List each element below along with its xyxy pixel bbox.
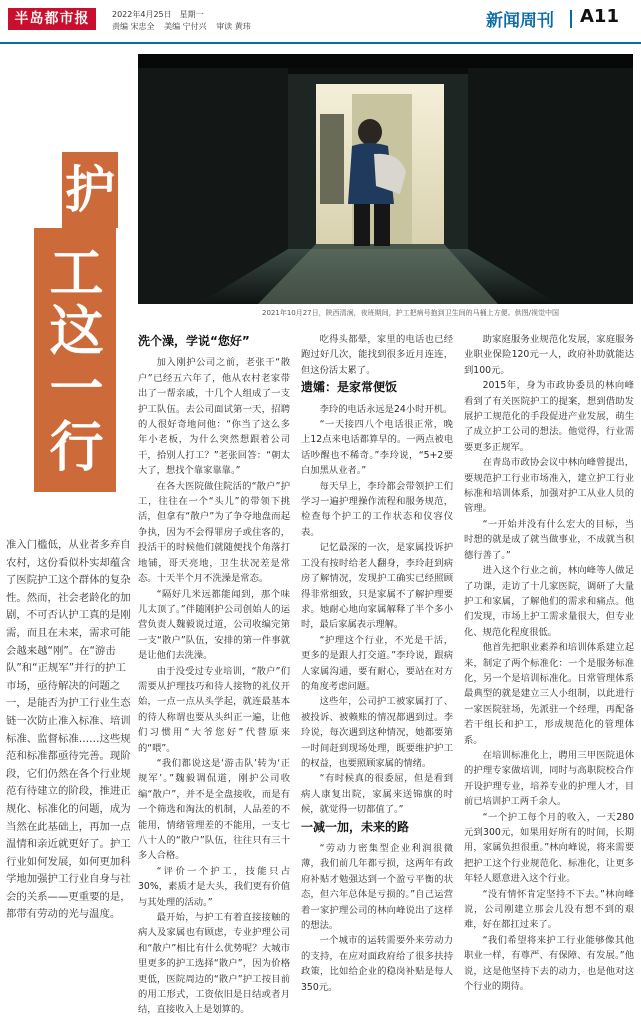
subheading-bath: 洗个澡，学说“您好” [138,334,250,348]
article-column-2 [301,332,453,995]
paragraph: “一个护工每个月的收入，一天280元到300元，如果用好所有的时间，长期用，家属负担很重。”林向峰说，将来需要把护工这个行业规范化、标准化，让更多年轻人愿意进入这个行业。 [464,811,634,885]
paragraph: 一个城市的运转需要外来劳动力的支持，在应对面政府给了很多扶持政策，比如给企业的稳岗补贴是每人350元。 [301,935,453,993]
page-separator [570,10,572,28]
page-number: A11 [580,6,619,27]
paragraph: 由于没受过专业培训，“散户”们需要从护理技巧和待人接物的礼仪开始，一点一点从头学起，就连最基本的待人称谓也要从头纠正一遍，让他们习惯用“大爷您好”代替原来的“喂”。 [138,665,290,754]
feature-title [34,228,116,492]
paragraph: 在青岛市政协会议中林向峰曾提出，要规范护工行业市场准入，建立护工行业标准和培训体系，加强对护工从业人员的管理。 [464,457,634,515]
paragraph: 吃得头都晕，家里的电话也已经跑过好几次，能找到很多近月连连，但这份活太累了。 [301,334,453,376]
paragraph: 这些年，公司护工被家属打了、被投诉、被赖账的情况都遇到过。李玲说，每次遇到这种情况，她都要第一时间赶到现场处理，既要维护护工的权益，也要照顾家属的情绪。 [301,696,453,769]
paragraph: 每天早上，李玲都会带领护工们学习一遍护理操作流程和服务规范，检查每个护工的工作状态和仪容仪表。 [301,480,453,538]
paragraph: “护理这个行业，不光是干活，更多的是跟人打交道。”李玲说，跟病人家属沟通，要有耐心，要站在对方的角度考虑问题。 [301,634,453,692]
subheading-complaints: 遗孀：是家常便饭 [301,380,398,395]
paragraph: 最开始，与护工有着直接接触的病人及家属也有顾虑，专业护理公司和“散户”相比有什么优势呢？大城市里更多的护工选择“散户”，因为价格更低，医院周边的“散户”护工按目前的用工形式，工资依旧是日结或者月结，直接收入上是划算的。 [138,912,290,1016]
paragraph: “没有情怀肯定坚持不下去。”林向峰说，公司刚建立那会儿没有想不到的艰难，好在都扛过来了。 [464,888,634,931]
photo-caption: 2021年10月27日，陕西清涧，夜班期间，护工把病号抱到卫生间的马桶上方便。供图/视觉中国 [262,309,559,317]
newspaper-logo: 半岛都市报 [8,8,96,30]
reviewer-credit: 审读 黄玮 [216,22,251,31]
paragraph: 李玲的电话永远是24小时开机。 [319,403,453,415]
title-rest: 工这一行 [41,244,104,476]
page-header [0,0,641,48]
header-rule [0,42,641,44]
section-title: 新闻周刊 [486,11,554,31]
designer-credit: 美编 宁付兴 [164,22,207,31]
article-column-3 [464,332,634,994]
lead-paragraph: 准入门槛低，从业者多弃自农村，这份看似朴实却蕴含了医院护工这个群体的复杂性。然而，社会老龄化的加剧，不可否认护工真的是刚需，而且在未来，需求可能会越来越“刚”。在“游击队”和“正规军”并行的护工市场，亟待解决的问题之一，是能否为护工行业生态链一次防止准入标准、培训标准、监督标准……这些规范和标准都亟待完善。现阶段，它们仍然在各个行业规范有待建立的阶段，推进正规化、标准化的问题，成为当然在此基础上，再加一点温情和亲近就更好了。护工行业如何发展，如何更加科学地加强护工行业自身与社会的关系——更重要的是，都带有劳动的光与温度。 [6,539,131,921]
paragraph: 记忆最深的一次，是家属投诉护工没有按时给老人翻身，李玲赶到病房了解情况，发现护工确实已经照顾得非常细致，只是家属不了解护理要求。她耐心地向家属解释了半个多小时，最后家属表示理解。 [301,542,453,631]
paragraph: “劳动力密集型企业利润很微薄，我们前几年都亏损，这两年有政府补贴才勉强达到一个盈亏平衡的状态，但六年总体是亏损的。”自己运营着一家护理公司的林向峰说出了这样的想法。 [301,843,453,932]
staff-credits [112,21,258,32]
paragraph: “一天接四八个电话很正常，晚上12点来电话都算早的。一两点被电话吵醒也不稀奇。”李玲说，“5+2要白加黑从业者。” [301,419,453,477]
paragraph: 加入刚护公司之前，老张干“散户”已经五六年了，他从农村老家带出了一帮亲戚，十几个人组成了一支护工队伍。去公司面试第一天，招聘的人很好奇地问他：“你当了这么多年小老板，为什么突然想跟着公司干，拾别人打工？”老张回答：“朝太大了，想找个靠家靠靠。” [138,357,290,477]
article-column-1 [138,332,290,1016]
paragraph: “我们都说这是‘游击队’转为‘正规军’。”魏毅调侃道，刚护公司收编“散户”，并不是全盘接收，而是有一个筛选和淘汰的机制，人品差的不能用，情绪管理差的不能用，一支七八十人的“散户”队伍，往往只有三十多人合格。 [138,757,290,862]
news-photo [138,54,633,304]
paragraph: “评价一个护工，技能只占30%，素质才是大头，我们更有价值与其处理的活动。” [138,865,290,908]
paragraph: 进入这个行业之前，林向峰等人做足了功课，走访了十几家医院，调研了大量护工和家属，了解他们的需求和痛点。他们发现，市场上护工需求量很大，但专业化、规范化程度很低。 [464,565,634,638]
paragraph: “隔好几米远都能闻到，那个味儿太顶了。”伴随刚护公司创始人的运营负责人魏毅说过道，公司收编完第一支“散户”队伍，安排的第一件事就是让他们去洗澡。 [138,588,290,662]
paragraph: 2015年，身为市政协委员的林向峰看到了有关医院护工的提案，想到借助发展护工规范化的手段促进产业发展，萌生了成立护工公司的想法。他觉得，行业需要更多正规军。 [464,380,634,453]
title-first-char: 护 [62,152,118,228]
hospital-corridor-image [138,54,633,304]
paragraph: 助家庭服务业规范化发展，家庭服务业职业保险120元一人，政府补助就能达到100元。 [464,334,634,376]
paragraph: 在培训标准化上，聘用三甲医院退休的护理专家做培训，同时与高职院校合作开设护理专业，培养专业的护理人才，目前已培训护工两千余人。 [464,749,634,808]
paragraph: “一开始并没有什么宏大的目标，当时想的就是成了就当做事业，不成就当积德行善了。” [464,518,634,561]
subheading-future: 一减一加，未来的路 [301,819,410,834]
paragraph: 他首先把职业素养和培训体系建立起来，制定了两个标准化：一个是服务标准化，另一个是培训标准化。日常管理体系最典型的就是建立三人小组制，以此进行一家医院驻场，先派驻一个经理，再配备若干组长和护工，形成规范化的管理体系。 [464,642,634,746]
paragraph: 在各大医院做住院活的“散户”护工，往往在一个“头儿”的带领下挑活，但拿有“散户”为了争夺地盘而起争执，因为不会得罪房子或住客的，投活干的时候他们就随便找个角落打地铺，哥天亮地，卫生状况差是常态。十天半个月不洗澡是常态。 [138,480,290,585]
issue-date: 2022年4月25日 星期一 [112,10,204,19]
paragraph: “我们希望将来护工行业能够像其他职业一样，有尊严、有保障、有发展。”他说，这是他坚持下去的动力，也是他对这个行业的期待。 [464,934,634,993]
editor-credit: 责编 宋忠全 [112,22,155,31]
paragraph: “有时候真的很委屈，但是看到病人康复出院，家属来送锦旗的时候，就觉得一切都值了。” [301,773,453,816]
